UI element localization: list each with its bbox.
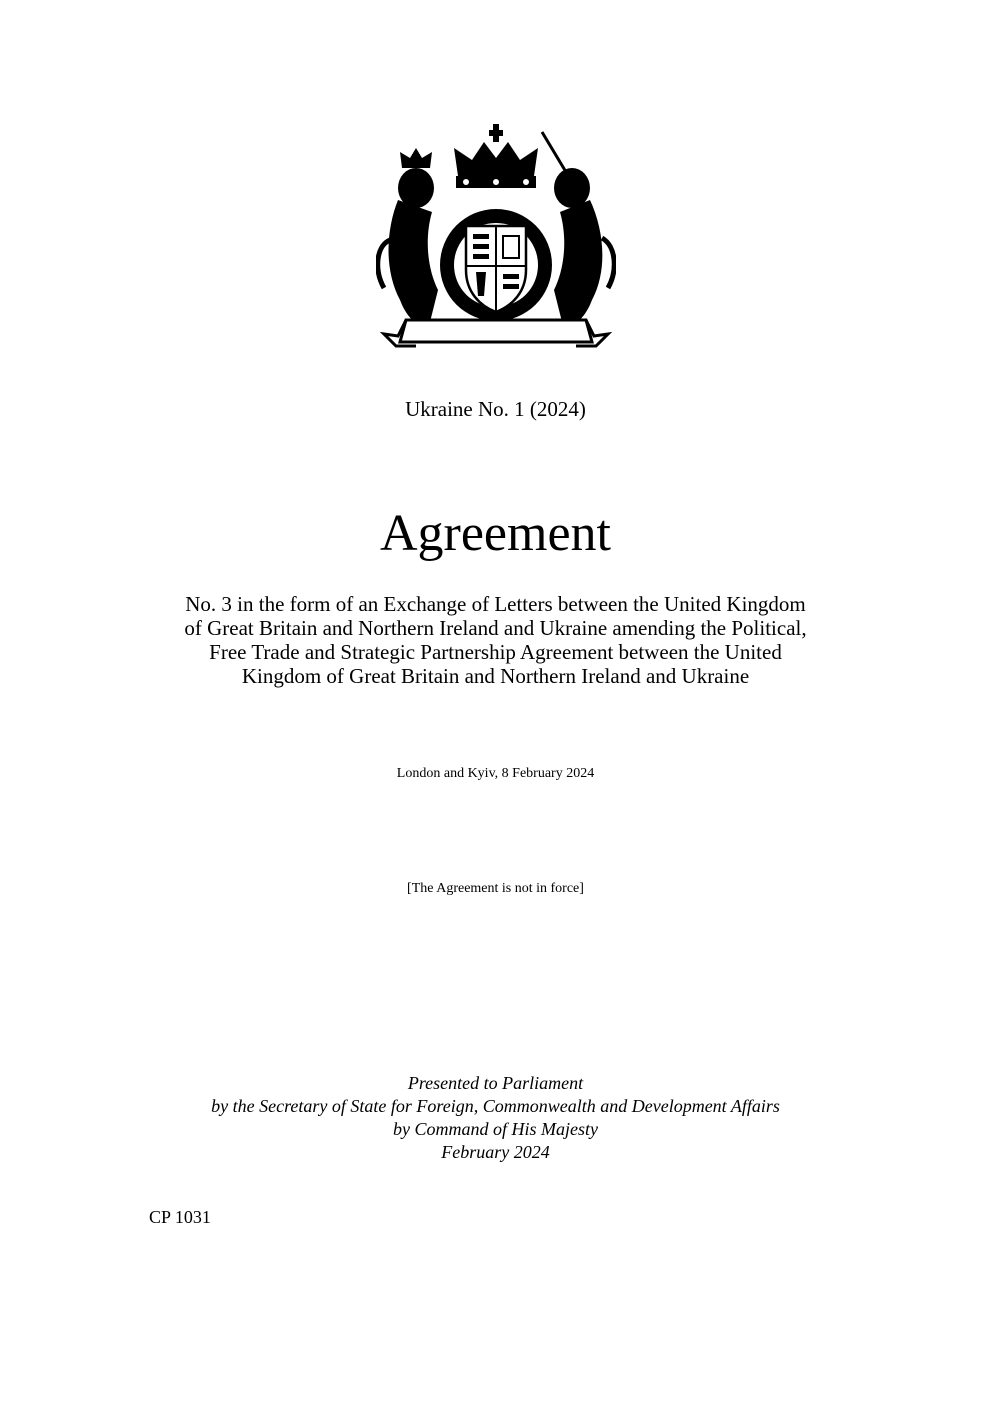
subtitle-line: Free Trade and Strategic Partnership Agreement between the United (209, 640, 782, 664)
subtitle-line: No. 3 in the form of an Exchange of Letters between the United Kingdom (185, 592, 806, 616)
presented-to-parliament (0, 1072, 991, 1164)
presented-line: by Command of His Majesty (393, 1119, 598, 1139)
treaty-series-number: Ukraine No. 1 (2024) (405, 397, 586, 421)
document-subtitle (130, 592, 861, 688)
subtitle-line: of Great Britain and Northern Ireland and Ukraine amending the Political, (184, 616, 807, 640)
subtitle-line: Kingdom of Great Britain and Northern Ireland and Ukraine (241, 664, 750, 688)
document-title: Agreement (379, 505, 611, 562)
command-paper-number: CP 1031 (149, 1207, 211, 1227)
presented-line: Presented to Parliament (407, 1073, 584, 1093)
agreement-status: [The Agreement is not in force] (407, 881, 584, 896)
place-and-date: London and Kyiv, 8 February 2024 (396, 766, 595, 781)
presented-line: by the Secretary of State for Foreign, Commonwealth and Development Affairs (211, 1096, 780, 1116)
royal-coat-of-arms-icon (376, 120, 616, 365)
presented-line: February 2024 (441, 1142, 550, 1162)
